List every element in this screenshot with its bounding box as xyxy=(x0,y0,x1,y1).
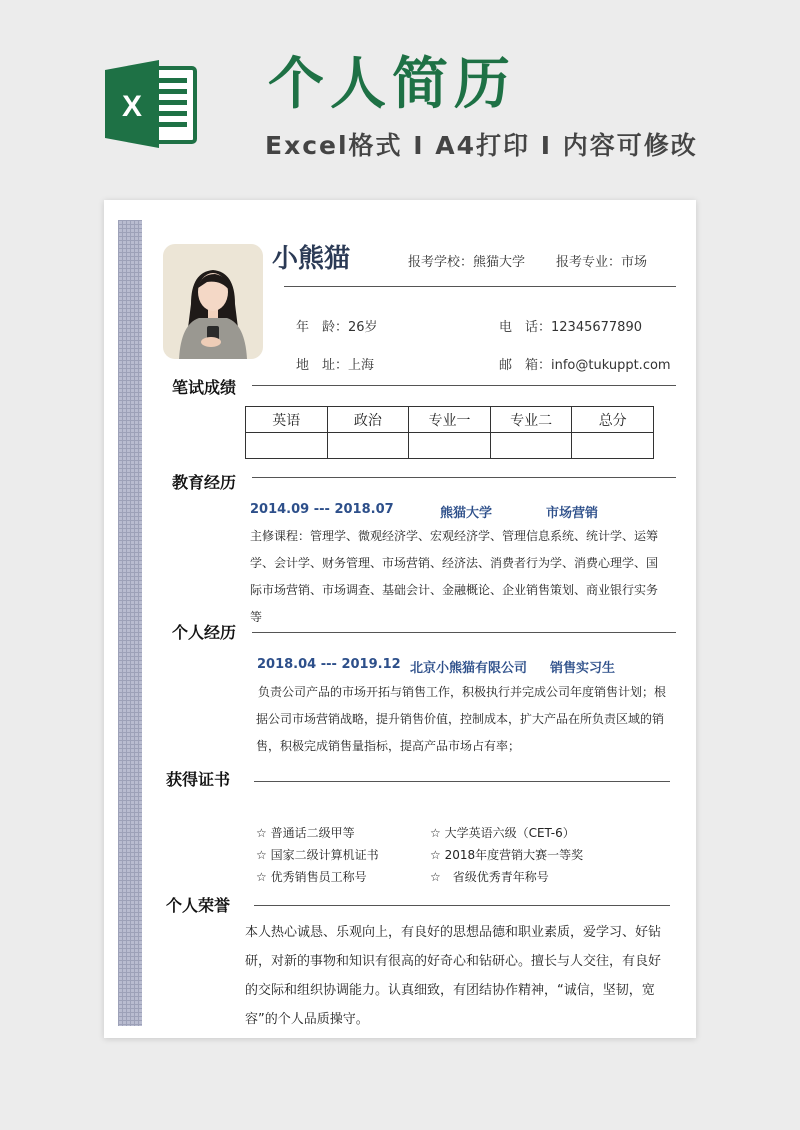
section-title-exam: 笔试成绩 xyxy=(172,378,237,397)
table-row xyxy=(246,433,654,459)
exam-score-table xyxy=(245,406,654,459)
banner-title: 个人简历 xyxy=(268,52,516,117)
certificate-item: ☆ 普通话二级甲等 xyxy=(256,826,355,840)
experience-period: 2018.04 --- 2019.12 xyxy=(257,657,401,672)
experience-description: 负责公司产品的市场开拓与销售工作，积极执行并完成公司年度销售计划；根据公司市场营销战略，提升销售价值，控制成本，扩大产品在所负责区域的销售，积极完成销售量指标，提高产品市场占有率； xyxy=(256,685,667,753)
table-header-cell: 专业二 xyxy=(490,407,572,433)
section-title-certificates: 获得证书 xyxy=(166,770,231,789)
resume-page xyxy=(104,200,696,1038)
target-school: 报考学校：熊猫大学 xyxy=(408,255,526,270)
certificate-item: ☆ 国家二级计算机证书 xyxy=(256,848,379,862)
excel-icon-letter: X xyxy=(121,90,143,123)
excel-icon xyxy=(105,60,197,148)
candidate-name: 小熊猫 xyxy=(272,244,351,274)
honors-text: 本人热心诚恳、乐观向上，有良好的思想品德和职业素质，爱学习、好钻研，对新的事物和知识有很高的好奇心和钻研心。擅长与人交往，有良好的交际和组织协调能力。认真细致，有团结协作精神，“诚信，坚韧，宽容”的个人品质操守。 xyxy=(245,925,662,1027)
banner-subtitle: Excel格式 Ⅰ A4打印 Ⅰ 内容可修改 xyxy=(265,131,698,160)
table-row xyxy=(246,407,654,433)
table-cell xyxy=(572,433,654,459)
divider xyxy=(284,286,676,287)
table-header-cell: 政治 xyxy=(327,407,409,433)
certificate-item: ☆ 2018年度营销大赛一等奖 xyxy=(430,848,584,862)
table-cell xyxy=(409,433,491,459)
age-field: 年 龄：26岁 xyxy=(296,320,378,335)
section-title-honors: 个人荣誉 xyxy=(166,896,231,915)
divider xyxy=(252,477,676,478)
certificate-item: ☆ 优秀销售员工称号 xyxy=(256,870,367,884)
target-major: 报考专业：市场 xyxy=(556,255,648,270)
divider xyxy=(252,632,676,633)
education-period: 2014.09 --- 2018.07 xyxy=(250,502,394,517)
divider xyxy=(254,905,670,906)
email-field: 邮 箱：info@tukuppt.com xyxy=(499,358,671,373)
certificate-item: ☆ 大学英语六级（CET-6） xyxy=(430,826,575,840)
experience-company: 北京小熊猫有限公司 xyxy=(410,661,528,676)
education-school: 熊猫大学 xyxy=(440,506,493,521)
address-field: 地 址：上海 xyxy=(296,358,375,373)
table-cell xyxy=(246,433,328,459)
experience-role: 销售实习生 xyxy=(550,661,616,676)
section-title-education: 教育经历 xyxy=(172,473,237,492)
table-cell xyxy=(490,433,572,459)
education-major: 市场营销 xyxy=(546,506,599,521)
profile-photo xyxy=(163,244,263,359)
phone-field: 电 话：12345677890 xyxy=(499,320,642,335)
section-title-experience: 个人经历 xyxy=(172,623,237,642)
table-cell xyxy=(327,433,409,459)
divider xyxy=(254,781,670,782)
decorative-stripe xyxy=(118,220,142,1026)
table-header-cell: 总分 xyxy=(572,407,654,433)
divider xyxy=(252,385,676,386)
certificate-item: ☆ 省级优秀青年称号 xyxy=(430,870,549,884)
table-header-cell: 英语 xyxy=(246,407,328,433)
education-courses: 主修课程：管理学、微观经济学、宏观经济学、管理信息系统、统计学、运筹学、会计学、财务管理、市场营销、经济法、消费者行为学、消费心理学、国际市场营销、市场调查、基础会计、金融概论、企业销售策划、商业银行实务等 xyxy=(250,529,659,624)
table-header-cell: 专业一 xyxy=(409,407,491,433)
